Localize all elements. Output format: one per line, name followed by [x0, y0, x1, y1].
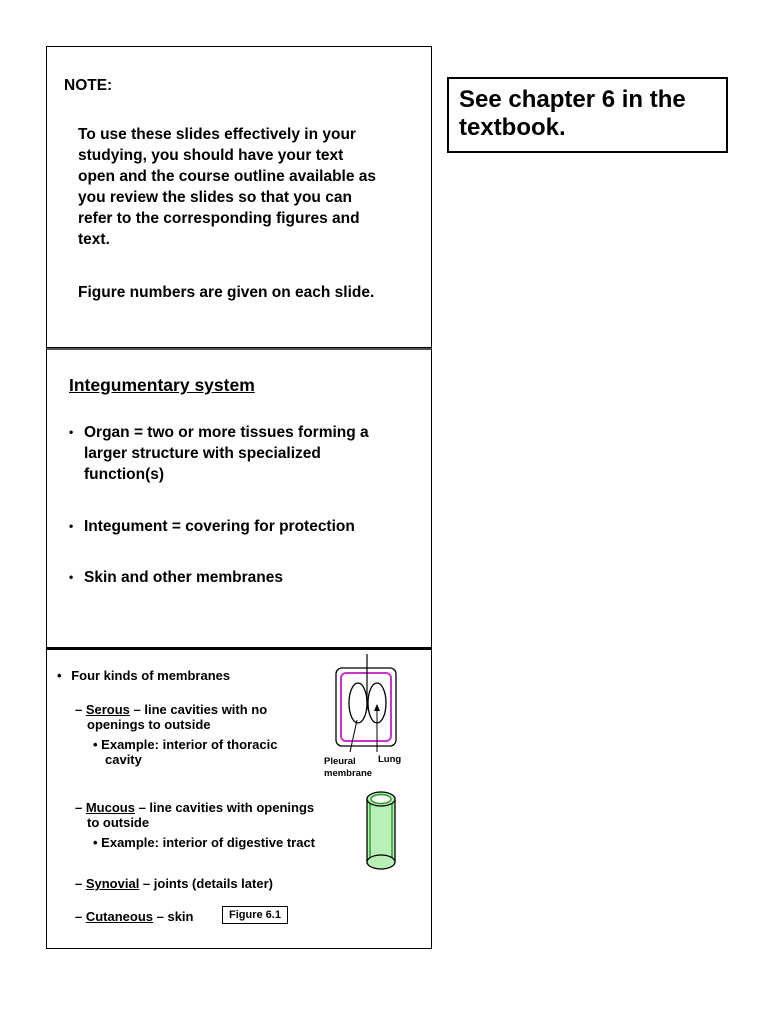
note-line: To use these slides effectively in your [78, 126, 356, 143]
chapter-note-line: textbook. [459, 114, 566, 141]
term-desc: – line cavities with openings [134, 800, 315, 815]
left-lung [349, 683, 367, 723]
item-serous: – Serous – line cavities with no openings to outside • Example: interior of thoracic cavity [75, 702, 278, 767]
note-line: open and the course outline available as [78, 168, 377, 185]
mucous-tube-diagram [365, 790, 397, 876]
note-heading: NOTE: [64, 77, 113, 94]
bullet-line: larger structure with specialized [84, 445, 321, 462]
bullet-four-kinds [57, 668, 230, 683]
bullet-dot-icon: • [69, 570, 74, 584]
term-desc: – line cavities with no [129, 702, 268, 717]
term-synovial: Synovial [85, 876, 140, 891]
figure-reference: Figure 6.1 [222, 906, 288, 924]
label-lung: Lung [378, 754, 402, 765]
slide-title: Integumentary system [69, 375, 255, 395]
slide-integumentary [46, 348, 432, 648]
bullet-skin [69, 567, 283, 588]
bullet-dot-icon: • [57, 668, 62, 683]
slide-note [46, 46, 432, 348]
label-pleural: Pleural [324, 756, 356, 767]
example-line: • Example: interior of thoracic [93, 737, 278, 752]
term-desc: – joints (details later) [139, 876, 273, 891]
note-footer: Figure numbers are given on each slide. [78, 284, 375, 301]
pleural-diagram [317, 652, 429, 790]
item-synovial: – Synovial – joints (details later) [75, 876, 273, 891]
bullet-line: Organ = two or more tissues forming a [84, 424, 369, 441]
bullet-integument [69, 516, 355, 537]
term-desc: to outside [87, 815, 150, 830]
bullet-line: Skin and other membranes [84, 569, 283, 586]
chapter-note-box [447, 77, 728, 153]
chapter-note-line: See chapter 6 in the [459, 86, 686, 113]
bullet-text: Four kinds of membranes [71, 668, 231, 683]
bullet-dot-icon: • [69, 425, 74, 439]
note-paragraph [78, 124, 376, 250]
bullet-line: Integument = covering for protection [84, 518, 355, 535]
term-desc: openings to outside [87, 717, 211, 732]
term-desc: – skin [153, 909, 194, 924]
term-mucous: Mucous [85, 800, 135, 815]
item-cutaneous: – Cutaneous – skin [75, 909, 194, 924]
note-line: refer to the corresponding figures and [78, 210, 360, 227]
note-line: you review the slides so that you can [78, 189, 352, 206]
tube-top-opening [371, 795, 391, 804]
note-line: studying, you should have your text [78, 147, 344, 164]
bullet-dot-icon: • [69, 519, 74, 533]
note-line: text. [78, 231, 110, 248]
item-mucous: – Mucous – line cavities with openings to outside • Example: interior of digestive tract [75, 800, 315, 850]
bullet-line: function(s) [84, 466, 165, 483]
label-membrane: membrane [324, 768, 373, 779]
term-cutaneous: Cutaneous [85, 909, 154, 924]
slide-membranes [46, 648, 432, 949]
term-serous: Serous [85, 702, 130, 717]
example-line: cavity [105, 752, 142, 767]
tube-bottom [367, 855, 395, 869]
chapter-note-text [459, 86, 686, 142]
example-line: • Example: interior of digestive tract [93, 835, 315, 850]
tube-body [367, 798, 395, 862]
bullet-organ [69, 422, 369, 485]
